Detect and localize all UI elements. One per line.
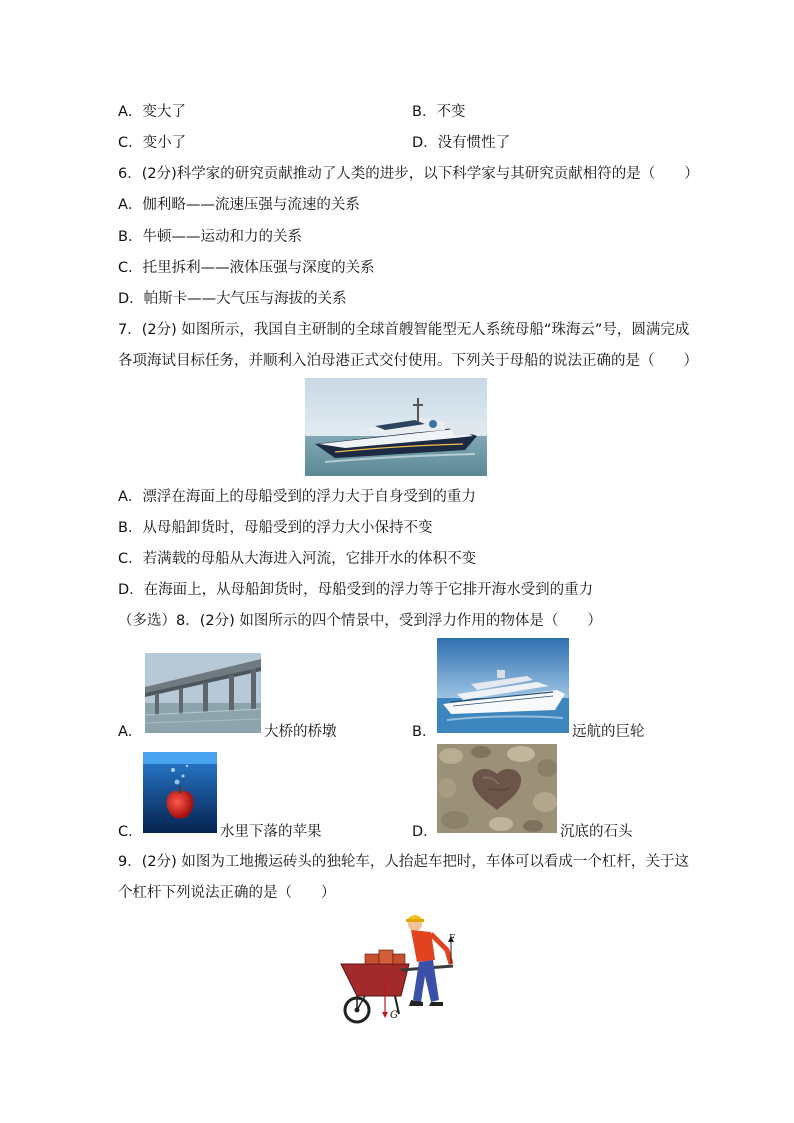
q6-option-a: A．伽利略——流速压强与流速的关系 [118,197,360,213]
ship-photo [305,378,487,476]
q6-option-c: C．托里拆利——液体压强与深度的关系 [118,260,375,276]
q5-option-a: A．变大了 [118,104,186,120]
q5-option-d: D．没有惯性了 [412,135,511,151]
q7-option-a: A．漂浮在海面上的母船受到的浮力大于自身受到的重力 [118,489,476,505]
q8-option-c-letter: C． [118,824,143,840]
q6-stem: 6．(2分)科学家的研究贡献推动了人类的进步，以下科学家与其研究贡献相符的是（ ） [118,166,699,182]
cruise-ship-photo [437,638,569,733]
stone-photo [437,744,557,833]
q8-option-b-letter: B． [412,724,437,740]
q8-option-d-caption: 沉底的石头 [560,824,633,840]
q8-option-a-caption: 大桥的桥墩 [264,724,337,740]
q8-option-c-caption: 水里下落的苹果 [220,824,322,840]
q8-stem: （多选）8．(2分) 如图所示的四个情景中，受到浮力作用的物体是（ ） [118,613,602,629]
q8-option-a-letter: A． [118,724,143,740]
q5-option-c: C．变小了 [118,135,187,151]
apple-photo [143,752,217,833]
q6-option-b: B．牛顿——运动和力的关系 [118,229,302,245]
q5-option-b: B．不变 [412,104,466,120]
q8-option-b-caption: 远航的巨轮 [572,724,645,740]
q7-stem-line2: 各项海试目标任务，并顺利入泊母港正式交付使用。下列关于母船的说法正确的是（ ） [118,353,698,369]
q9-stem-line1: 9．(2分) 如图为工地搬运砖头的独轮车，人抬起车把时，车体可以看成一个杠杆，关于这 [118,854,689,870]
q7-stem-line1: 7．(2分) 如图所示，我国自主研制的全球首艘智能型无人系统母船“珠海云”号，圆满完成 [118,322,690,338]
q6-option-d: D．帕斯卡——大气压与海拔的关系 [118,291,347,307]
q8-option-d-letter: D． [412,824,438,840]
q7-option-b: B．从母船卸货时，母船受到的浮力大小保持不变 [118,520,433,536]
wheelbarrow-illustration [335,910,465,1026]
q7-option-d: D．在海面上，从母船卸货时，母船受到的浮力等于它排开海水受到的重力 [118,582,594,598]
bridge-photo [145,653,261,733]
q7-option-c: C．若满载的母船从大海进入河流，它排开水的体积不变 [118,551,477,567]
gravity-g-label: G [390,1010,398,1021]
force-f-label: F [449,934,456,944]
q9-stem-line2: 个杠杆下列说法正确的是（ ） [118,885,336,901]
